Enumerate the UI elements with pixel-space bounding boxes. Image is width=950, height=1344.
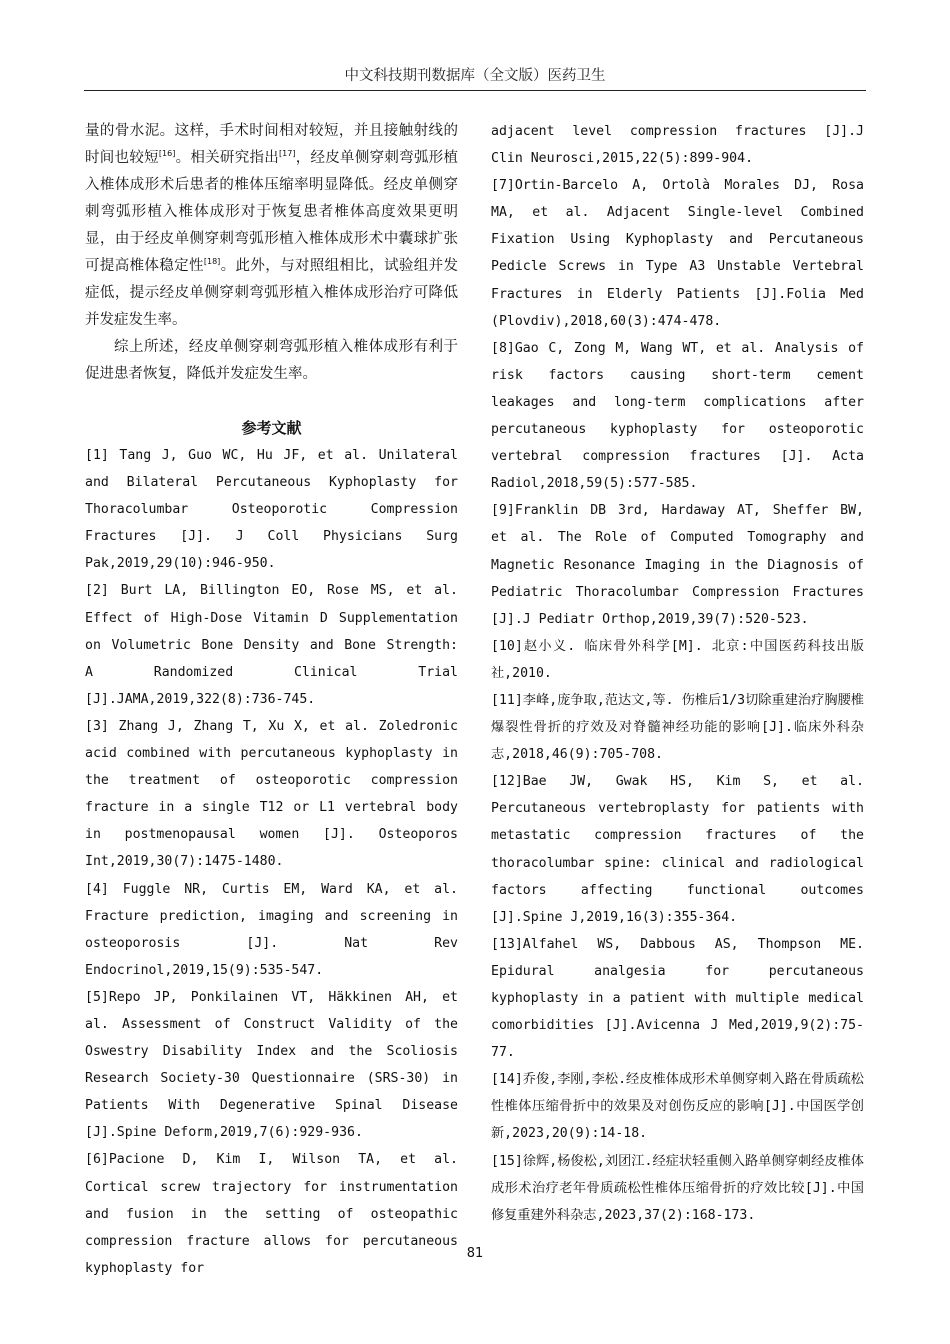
reference-item: [5]Repo JP, Ponkilainen VT, Häkkinen AH, et al. Assessment of Construct Validity of the Oswestry Disability Index and the Scoliosis Research Society-30 Questionnaire (SRS-30) in Patients With Degenerative Spinal Disease [J].Spine Deform,2019,7(6):929-936. <box>85 989 458 1141</box>
reference-item: [2] Burt LA, Billington EO, Rose MS, et al. Effect of High-Dose Vitamin D Supplementation on Volumetric Bone Density and Bone Strength: A Randomized Clinical Trial [J].JAMA,2019,322(8):736-745. <box>85 583 458 707</box>
citation-16: [16] <box>158 149 176 158</box>
reference-item: [12]Bae JW, Gwak HS, Kim S, et al. Percutaneous vertebroplasty for patients with metastatic compression fractures of the thoracolumbar spine: clinical and radiological factors affecting functional outcomes [J].Spine J,2019,16(3):355-364. <box>491 774 864 925</box>
right-column <box>491 118 864 1229</box>
reference-item: [7]Ortin-Barcelo A, Ortolà Morales DJ, Rosa MA, et al. Adjacent Single-level Combined Fixation Using Kyphoplasty and Percutaneous Pedicle Screws in Type A3 Unstable Vertebral Fractures in Elderly Patients [J].Folia Med (Plovdiv),2018,60(3):474-478. <box>491 178 864 329</box>
paragraph-1-text-4: 。此外，与对照组相比，试验组并发症低，提示经皮单侧穿刺弯弧形植入椎体成形治疗可降低并发症发生率。 <box>85 258 458 328</box>
paragraph-1-text-2: 。相关研究指出 <box>175 150 280 166</box>
left-column <box>85 118 458 1282</box>
reference-item: [8]Gao C, Zong M, Wang WT, et al. Analysis of risk factors causing short-term cement leakages and long-term complications after percutaneous kyphoplasty for osteoporotic vertebral compression fractures [J]. Acta Radiol,2018,59(5):577-585. <box>491 340 864 492</box>
reference-item: [11]李峰,庞争取,范达文,等. 伤椎后1/3切除重建治疗胸腰椎爆裂性骨折的疗效及对脊髓神经功能的影响[J].临床外科杂志,2018,46(9):705-708. <box>491 692 864 763</box>
reference-item: adjacent level compression fractures [J].J Clin Neurosci,2015,22(5):899-904. <box>491 124 864 167</box>
reference-item: [6]Pacione D, Kim I, Wilson TA, et al. Cortical screw trajectory for instrumentation and fusion in the setting of osteopathic compression fracture allows for percutaneous kyphoplasty for <box>85 1152 458 1276</box>
paragraph-1-text-1: 量的骨水泥。这样，手术时间相对较短，并且接触射线的时间也较短 <box>85 123 458 166</box>
reference-item: [10]赵小义. 临床骨外科学[M]. 北京:中国医药科技出版社,2010. <box>491 638 864 681</box>
reference-item: [13]Alfahel WS, Dabbous AS, Thompson ME. Epidural analgesia for percutaneous kyphoplasty in a patient with multiple medical comorbidities [J].Avicenna J Med,2019,9(2):75-77. <box>491 936 864 1061</box>
reference-item: [4] Fuggle NR, Curtis EM, Ward KA, et al. Fracture prediction, imaging and screening in osteoporosis [J]. Nat Rev Endocrinol,2019,15(9):535-547. <box>85 881 458 978</box>
references-heading: 参考文献 <box>241 419 302 437</box>
reference-item: [14]乔俊,李刚,李松.经皮椎体成形术单侧穿刺入路在骨质疏松性椎体压缩骨折中的效果及对创伤反应的影响[J].中国医学创新,2023,20(9):14-18. <box>491 1072 864 1142</box>
citation-17: [17] <box>279 149 296 158</box>
paragraph-1-text-3: ，经皮单侧穿刺弯弧形植入椎体成形术后患者的椎体压缩率明显降低。经皮单侧穿刺弯弧形植入椎体成形对于恢复患者椎体高度效果更明显，由于经皮单侧穿刺弯弧形植入椎体成形术中囊球扩张可提高椎体稳定性 <box>85 150 459 274</box>
reference-item: [1] Tang J, Guo WC, Hu JF, et al. Unilateral and Bilateral Percutaneous Kyphoplasty for Thoracolumbar Osteoporotic Compression Fractures [J]. J Coll Physicians Surg Pak,2019,29(10):946-950. <box>85 448 458 572</box>
body-paragraph-1 <box>85 118 458 334</box>
body-paragraph-2: 综上所述，经皮单侧穿刺弯弧形植入椎体成形有利于促进患者恢复，降低并发症发生率。 <box>85 339 458 382</box>
reference-item: [9]Franklin DB 3rd, Hardaway AT, Sheffer BW, et al. The Role of Computed Tomography and Magnetic Resonance Imaging in the Diagnosis of Pediatric Thoracolumbar Compression Fractures [J].J Pediatr Orthop,2019,39(7):520-523. <box>491 503 864 627</box>
reference-item: [15]徐辉,杨俊松,刘团江.经症状轻重侧入路单侧穿刺经皮椎体成形术治疗老年骨质疏松性椎体压缩骨折的疗效比较[J].中国修复重建外科杂志,2023,37(2):168-173. <box>491 1153 864 1223</box>
page-number: 81 <box>466 1246 484 1261</box>
citation-18: [18] <box>203 257 221 266</box>
journal-header: 中文科技期刊数据库（全文版）医药卫生 <box>84 62 866 91</box>
reference-item: [3] Zhang J, Zhang T, Xu X, et al. Zoledronic acid combined with percutaneous kyphoplasty in the treatment of osteoporotic compression fracture in a single T12 or L1 vertebral body in postmenopausal women [J]. Osteoporos Int,2019,30(7):1475-1480. <box>85 718 458 870</box>
